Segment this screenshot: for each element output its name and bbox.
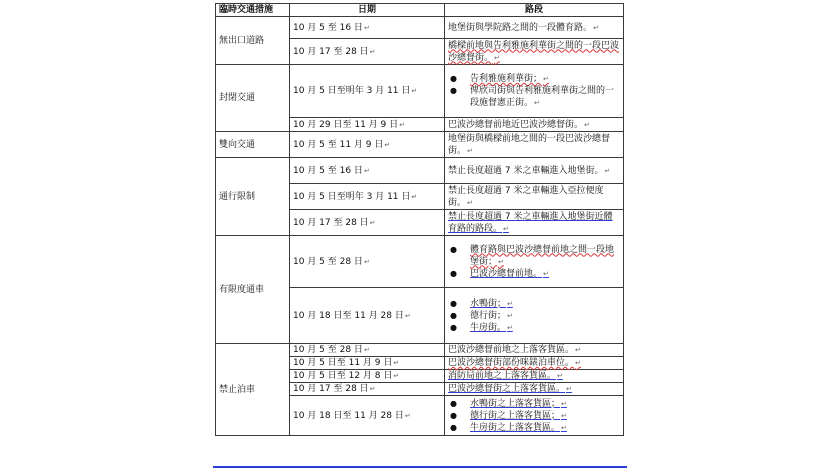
date-text: 10 月 5 日至 12 月 8 日 ↵ — [293, 371, 399, 381]
category-label: 雙向交通 — [219, 139, 256, 150]
route-list — [448, 73, 620, 109]
date-cell — [290, 344, 445, 357]
route-cell — [445, 65, 624, 118]
table-row — [216, 344, 624, 357]
date-text: 10 月 17 至 28 日 ↵ — [293, 384, 376, 394]
category-cell — [216, 158, 290, 236]
date-text: 10 月 17 至 28 日 ↵ — [293, 218, 376, 228]
category-cell — [216, 344, 290, 436]
list-item: ● 告利雅施利華街； ↵ — [448, 73, 620, 85]
date-cell — [290, 383, 445, 396]
route-cell — [445, 236, 624, 288]
header-route: 路段 — [445, 4, 624, 17]
list-item: ● 牛房街之上落客貨區。 ↵ — [448, 422, 620, 434]
date-cell — [290, 396, 445, 436]
category-label: 無出口道路 — [219, 35, 265, 46]
table-row — [216, 158, 624, 184]
date-text: 10 月 5 至 16 日 ↵ — [293, 23, 370, 33]
list-item: ● 水鴨街； ↵ — [448, 298, 620, 310]
category-cell — [216, 17, 290, 65]
route-list — [448, 398, 620, 434]
category-label: 有限度通車 — [219, 284, 265, 295]
route-cell — [445, 370, 624, 383]
route-list — [448, 244, 620, 280]
date-cell — [290, 357, 445, 370]
list-item: ● 水鴨街之上落客貨區； ↵ — [448, 398, 620, 410]
header-measure: 臨時交通措施 — [216, 4, 290, 17]
date-cell — [290, 132, 445, 158]
route-cell — [445, 344, 624, 357]
table-row — [216, 17, 624, 39]
category-cell — [216, 236, 290, 344]
route-cell — [445, 132, 624, 158]
date-text: 10 月 5 日至 11 月 9 日 ↵ — [293, 358, 399, 368]
date-text: 10 月 17 至 28 日 ↵ — [293, 47, 376, 57]
list-item: ● 俾欣司街與告利雅施利華街之間的一段施督憲正街。 ↵ — [448, 85, 620, 109]
date-cell — [290, 210, 445, 236]
category-label: 通行限制 — [219, 191, 256, 202]
date-text: 10 月 29 日至 11 月 9 日 ↵ — [293, 120, 405, 130]
route-cell — [445, 396, 624, 436]
route-cell — [445, 383, 624, 396]
route-cell — [445, 357, 624, 370]
date-cell — [290, 39, 445, 65]
date-cell — [290, 158, 445, 184]
date-text: 10 月 18 日至 11 月 28 日 ↵ — [293, 311, 411, 321]
route-text: 禁止長度超過 7 米之車輛進入地堡街近體育路的路段。 ↵ — [448, 212, 612, 234]
route-text: 禁止長度超過 7 米之車輛進入亞拉便度街。 ↵ — [448, 186, 603, 208]
category-cell — [216, 132, 290, 158]
route-text: 巴波沙總督街部份咪錶泊車位。 ↵ — [448, 358, 581, 368]
route-text: 地堡街與橋樑前地之間的一段巴波沙總督街。 ↵ — [448, 134, 610, 156]
date-cell — [290, 288, 445, 344]
table-row — [216, 65, 624, 118]
date-cell — [290, 118, 445, 132]
date-text: 10 月 5 至 28 日 ↵ — [293, 257, 370, 267]
list-item: ● 體育路與巴波沙總督前地之間一段地堡街； ↵ — [448, 244, 620, 268]
route-text: 橋樑前地與告利雅施利華街之間的一段巴波沙總督街。 ↵ — [448, 41, 619, 63]
route-cell — [445, 158, 624, 184]
route-cell — [445, 210, 624, 236]
category-label: 封閉交通 — [219, 93, 256, 103]
date-text: 10 月 5 至 16 日 ↵ — [293, 166, 370, 176]
table-header-row — [216, 4, 624, 17]
date-text: 10 月 5 日至明年 3 月 11 日 ↵ — [293, 192, 417, 202]
traffic-measures-table — [215, 3, 624, 436]
date-cell — [290, 370, 445, 383]
date-cell — [290, 184, 445, 210]
date-cell — [290, 236, 445, 288]
date-text: 10 月 5 至 28 日 ↵ — [293, 345, 370, 355]
header-date: 日期 — [290, 4, 445, 17]
date-cell — [290, 17, 445, 39]
route-cell — [445, 118, 624, 132]
table-row — [216, 236, 624, 288]
route-text: 巴波沙總督街之上落客貨區。 ↵ — [448, 384, 572, 394]
route-text: 巴波沙總督前地之上落客貨區。 ↵ — [448, 345, 581, 355]
route-text: 地堡街與學院路之間的一段體育路。 ↵ — [448, 23, 599, 33]
date-text: 10 月 18 日至 11 月 28 日 ↵ — [293, 411, 411, 421]
route-text: 消防局前地之上落客貨區。 ↵ — [448, 371, 563, 381]
category-label: 禁止泊車 — [219, 384, 256, 395]
list-item: ● 德行街之上落客貨區； ↵ — [448, 410, 620, 422]
route-cell — [445, 184, 624, 210]
date-text: 10 月 5 至 11 月 9 日 ↵ — [293, 140, 390, 150]
route-text: 禁止長度超過 7 米之車輛進入地堡街。 ↵ — [448, 166, 610, 176]
table-row — [216, 132, 624, 158]
list-item: ● 巴波沙總督前地。 ↵ — [448, 268, 620, 280]
page-bottom-rule — [213, 466, 627, 468]
list-item: ● 德行街； ↵ — [448, 310, 620, 322]
route-cell — [445, 288, 624, 344]
route-list — [448, 298, 620, 334]
date-text: 10 月 5 日至明年 3 月 11 日 ↵ — [293, 86, 417, 96]
category-cell — [216, 65, 290, 132]
route-text: 巴波沙總督前地近巴波沙總督街。 ↵ — [448, 120, 590, 130]
date-cell — [290, 65, 445, 118]
route-cell — [445, 39, 624, 65]
route-cell — [445, 17, 624, 39]
list-item: ● 牛房街。 ↵ — [448, 322, 620, 334]
